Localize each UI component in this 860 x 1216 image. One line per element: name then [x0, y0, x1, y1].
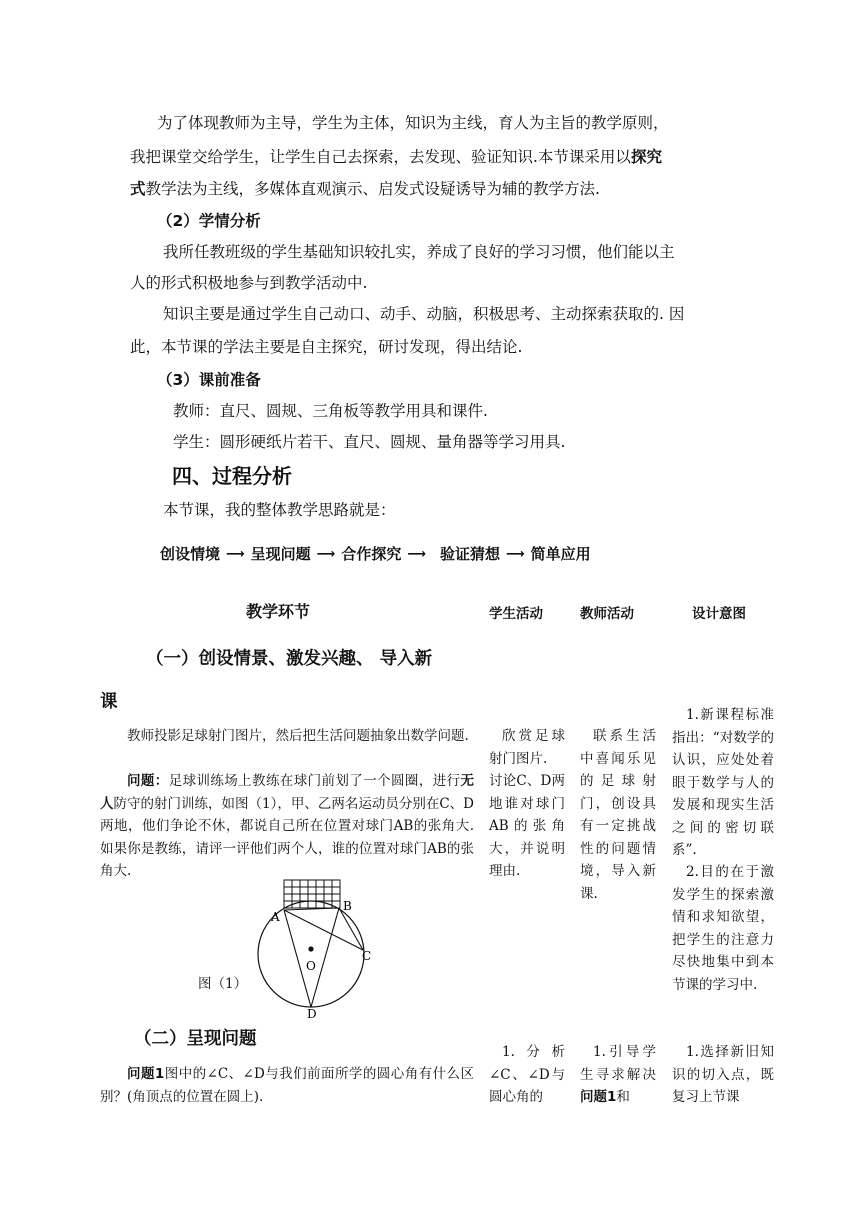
- part1-question-text-a: 足球训练场上教练在球门前划了一个圆圈，进行: [168, 773, 461, 789]
- label-a: A: [271, 910, 280, 924]
- part1-title-line1: （一）创设情景、激发兴趣、 导入新: [146, 649, 433, 669]
- part2-intent: 1.选择新旧知识的切入点，既复习上节课: [672, 1044, 774, 1105]
- section-heading-prep: （3）课前准备: [157, 371, 261, 389]
- prep-student: 学生：圆形硬纸片若干、直尺、圆规、量角器等学习用具.: [173, 433, 566, 451]
- section-heading-learning: （2）学情分析: [157, 212, 261, 230]
- flow-arrow-icon: ⟶: [316, 547, 336, 562]
- table-header-stage: 教学环节: [246, 602, 311, 621]
- angle-lines: [284, 908, 363, 1007]
- part2-teacher-text-b: 和: [616, 1089, 630, 1105]
- part1-intent-2: 2.目的在于激发学生的探索激情和求知欲望，把学生的注意力尽快地集中到本节课的学习中.: [672, 864, 774, 993]
- intro-line-1: 为了体现教师为主导，学生为主体，知识为主线，育人为主旨的教学原则，: [157, 114, 669, 132]
- part2-teacher-text-a: 1.引导学生寻求解决: [580, 1044, 656, 1083]
- learning-p2-line1: 知识主要是通过学生自己动口、动手、动脑，积极思考、主动探索获取的. 因: [163, 305, 685, 323]
- prep-teacher: 教师：直尺、圆规、三角板等教学用具和课件.: [173, 402, 488, 420]
- intro-line-3-text: 教学法为主线，多媒体直观演示、启发式设疑诱导为辅的教学方法.: [145, 180, 600, 198]
- table-header-intent: 设计意图: [692, 606, 746, 622]
- intro-line-3: [130, 178, 600, 200]
- intro-line-2: [130, 146, 662, 168]
- part1-intro: 教师投影足球射门图片，然后把生活问题抽象出数学问题.: [127, 728, 469, 744]
- table-header-student: 学生活动: [489, 606, 543, 622]
- part2-question-text: 图中的∠C、∠D与我们前面所学的圆心角有什么区别？(角顶点的位置在圆上).: [100, 1066, 474, 1105]
- part1-question: [100, 770, 474, 883]
- part1-title-line2: 课: [100, 692, 118, 712]
- label-c: C: [362, 949, 372, 963]
- part2-student-activity: 1.分析∠C、∠D与圆心角的: [489, 1044, 565, 1105]
- intro-bold-term-end: 式: [130, 180, 146, 198]
- flow-step-4: 验证猜想: [439, 545, 500, 563]
- part1-teacher-activity: 联系生活中喜闻乐见的足球射门，创设具有一定挑战性的问题情境，导入新课.: [580, 728, 656, 902]
- label-o: O: [306, 959, 316, 973]
- flow-step-5: 简单应用: [530, 545, 591, 563]
- part1-question-text-b: 防守的射门训练，如图（1），甲、乙两名运动员分别在C、D两地，他们争论不休，都说自己所在位置对球门AB的张角大.如果你是教练，请评一评他们两个人，谁的位置对球门AB的张角大.: [100, 795, 474, 879]
- label-d: D: [307, 1007, 317, 1018]
- flow-step-2: 呈现问题: [250, 545, 311, 563]
- part1-student-activity: 欣赏足球射门图片. 讨论C、D两地谁对球门AB的张角大，并说明理由.: [489, 728, 565, 879]
- part2-title: （二）呈现问题: [134, 1029, 257, 1049]
- label-b: B: [343, 899, 352, 913]
- flow-arrow-icon: ⟶: [407, 547, 426, 562]
- part1-question-bold: 无人: [100, 773, 474, 812]
- process-intro: 本节课，我的整体教学思路就是：: [163, 501, 396, 519]
- center-point: [308, 946, 313, 951]
- part1-intent-1: 1.新课程标准指出：“对数学的认识，应处处着眼于数学与人的发展和现实生活之间的密切联系”.: [672, 707, 774, 858]
- flow-arrow-icon: ⟶: [505, 547, 525, 562]
- part1-question-label: 问题：: [127, 773, 169, 789]
- goal-net-icon: [284, 880, 340, 908]
- goal-circle-figure: [248, 872, 388, 1018]
- flow-step-1: 创设情境: [160, 545, 221, 563]
- figure-caption: 图（1）: [198, 976, 248, 992]
- teaching-flow: [160, 543, 591, 566]
- section-heading-process: 四、过程分析: [172, 464, 292, 488]
- table-header-teacher: 教师活动: [580, 606, 634, 622]
- part2-question-label: 问题1: [127, 1066, 165, 1082]
- part2-teacher-bold: 问题1: [580, 1089, 617, 1105]
- intro-bold-term: 探究: [630, 148, 662, 166]
- part2-question: [100, 1063, 474, 1108]
- learning-p1-line2: 人的形式积极地参与到教学活动中.: [130, 274, 368, 292]
- intro-line-2-text: 我把课堂交给学生，让学生自己去探索，去发现、验证知识.本节课采用以: [130, 148, 631, 166]
- flow-step-3: 合作探究: [341, 545, 402, 563]
- flow-arrow-icon: ⟶: [226, 547, 245, 562]
- learning-p1-line1: 我所任教班级的学生基础知识较扎实，养成了良好的学习习惯，他们能以主: [163, 243, 675, 261]
- part2-teacher-activity: [580, 1041, 656, 1109]
- learning-p2-line2: 此，本节课的学法主要是自主探究，研讨发现，得出结论.: [130, 338, 523, 356]
